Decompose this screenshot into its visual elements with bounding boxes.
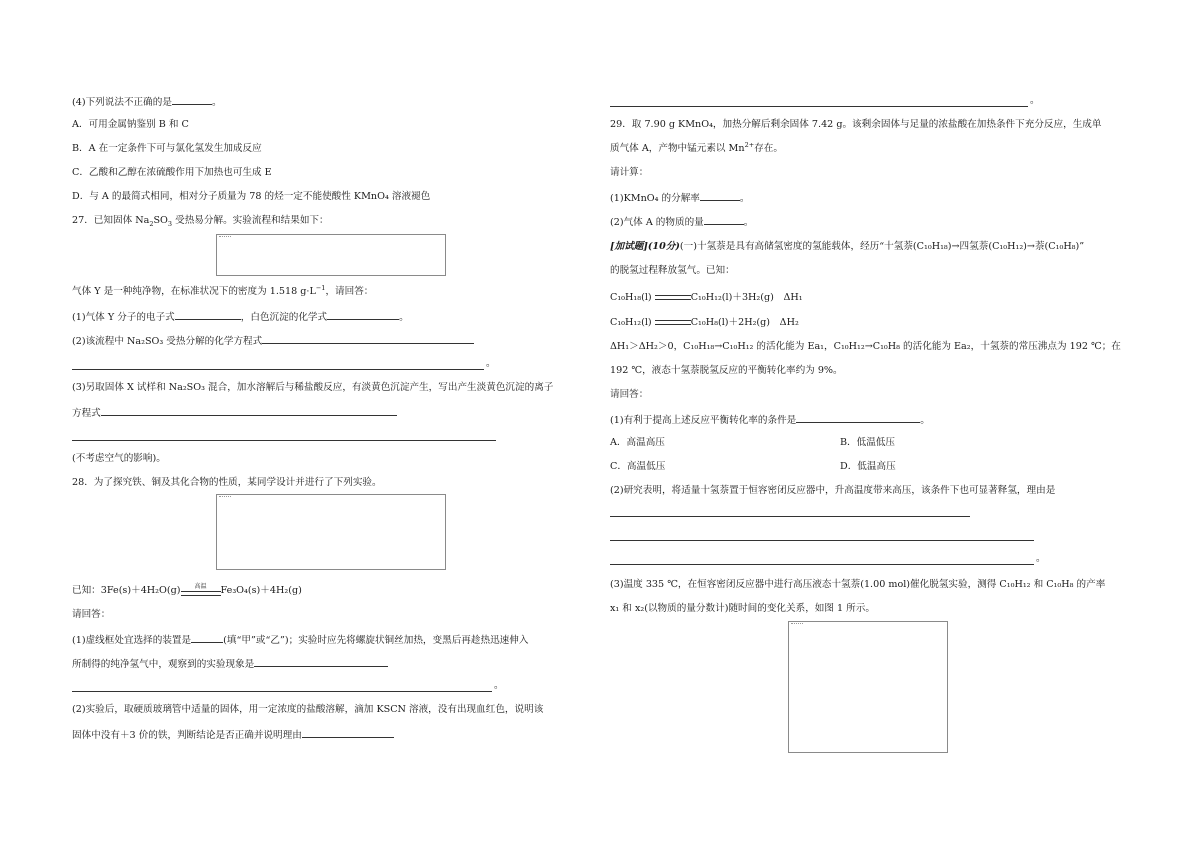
q28-2-cont: 固体中没有＋3 价的铁，判断结论是否正确并说明理由 [72,727,394,743]
q30-option-d: D．低温高压 [840,461,896,472]
q27-flow-figure [216,234,446,276]
q28-1: (1)虚线框处宜选择的装置是 (填“甲”或“乙”)；实验时应先将螺旋状铜丝加热，变黑后再趁热迅速伸入 [72,632,528,648]
q27-3-cont: 方程式 [72,405,397,421]
q27-title: 27．已知固体 $Na_2SO_3$ 受热易分解。实验流程和结果如下： [72,215,329,228]
q29-cont: 质气体 A，产物中锰元素以 $Mn^{2+}$存在。 [610,140,783,154]
q28-answer-label: 请回答： [72,609,111,620]
q26-option-c: C．乙酸和乙醇在浓硫酸作用下加热也可生成 E [72,167,272,178]
q30-1: (1)有利于提高上述反应平衡转化率的条件是 。 [610,412,930,428]
right-column: 。 29．取 7.90 g KMnO₄，加热分解后剩余固体 7.42 g。该剩余固体与足量的浓盐酸在加热条件下充分反应，生成单 质气体 A，产物中锰元素以 $Mn^{2+}$存在。 请计算： (1)KMnO₄ 的分解率 。 (2)气体 A 的物质的量 。 [加试题](10分)(一)十氢萘是具有高储氢密度的氢能载体，经历“十氢萘(C₁₀H₁₈)→四氢萘(C₁₀H₁₂)→萘(C₁₀H₈)” 的脱氢过程释放氢气。已知： C₁₀H₁₈(l) C₁₀H₁₂(l)＋3H₂(g) ΔH₁ C₁₀H₁₂(l) C₁₀H₈(l)＋2H₂(g) ΔH₂ ΔH₁＞ΔH₂＞0，C₁₀H₁₈→C₁₀H₁₂ 的活化能为 Ea₁，C₁₀H₁₂→C₁₀H₈ 的活化能为 Ea₂，十氢萘的常压沸点为 192 ℃；在 192 ℃，液态十氢萘脱氢反应的平衡转化率约为 9%。 请回答： (1)有利于提高上述反应平衡转化率的条件是 。 A．高温高压 B．低温低压 C．高温低压 D．低温高压 (2)研究表明，将适量十氢萘置于恒容密闭反应器中，升高温度带来高压，该条件下也可显著释氢，理由是 。 (3)温度 335 ℃，在恒容密闭反应器中进行高压液态十氢萘(1.00 mol)催化脱氢实验，测得 C₁₀H₁₂ 和 C₁₀H₈ 的产率 x₁ 和 x₂(以物质的量分数计)随时间的变化关系，如图 1 所示。 [610,0,1150,849]
answer-line [72,691,492,692]
left-column: (4)下列说法不正确的是 。 A．可用金属钠鉴别 B 和 C B．A 在一定条件下可与氯化氢发生加成反应 C．乙酸和乙醇在浓硫酸作用下加热也可生成 E D．与 A 的最简式相同，相对分子质量为 78 的烃一定不能使酸性 KMnO₄ 溶液褪色 27．已知固体 $Na_2SO_3$ 受热易分解。实验流程和结果如下： 气体 Y 是一种纯净物，在标准状况下的密度为 1.518 $g\cdot L^{-1}$，请回答： (1)气体 Y 分子的电子式 ，白色沉淀的化学式 。 (2)该流程中 Na₂SO₃ 受热分解的化学方程式 。 (3)另取固体 X 试样和 Na₂SO₃ 混合，加水溶解后与稀盐酸反应，有淡黄色沉淀产生，写出产生淡黄色沉淀的离子 方程式 (不考虑空气的影响)。 28．为了探究铁、铜及其化合物的性质，某同学设计并进行了下列实验。 已知：3Fe(s)＋4H₂O(g) 高温 Fe₃O₄(s)＋4H₂(g) 请回答： (1)虚线框处宜选择的装置是 (填“甲”或“乙”)；实验时应先将螺旋状铜丝加热，变黑后再趁热迅速伸入 所制得的纯净氢气中，观察到的实验现象是 。 (2)实验后，取硬质玻璃管中适量的固体，用一定浓度的盐酸溶解，滴加 KSCN 溶液，没有出现血红色，说明该 固体中没有＋3 价的铁，判断结论是否正确并说明理由 [72,0,612,849]
q26-option-d: D．与 A 的最简式相同，相对分子质量为 78 的烃一定不能使酸性 KMnO₄ 溶液褪色 [72,191,431,202]
q26-4: (4)下列说法不正确的是 。 [72,94,222,110]
q27-note: (不考虑空气的影响)。 [72,453,166,464]
answer-line [610,540,1034,541]
answer-line [610,106,1028,107]
q30-conditions: ΔH₁＞ΔH₂＞0，C₁₀H₁₈→C₁₀H₁₂ 的活化能为 Ea₁，C₁₀H₁₂→C₁₀H₈ 的活化能为 Ea₂，十氢萘的常压沸点为 192 ℃；在 [610,341,1121,352]
q30-conditions-cont: 192 ℃，液态十氢萘脱氢反应的平衡转化率约为 9%。 [610,365,843,376]
q29-calc-label: 请计算： [610,167,649,178]
q26-option-b: B．A 在一定条件下可与氯化氢发生加成反应 [72,143,262,154]
answer-line [72,369,484,370]
figure-1-graph [788,621,948,753]
q28-title: 28．为了探究铁、铜及其化合物的性质，某同学设计并进行了下列实验。 [72,477,382,488]
answer-line [610,516,970,517]
q28-1-cont: 所制得的纯净氢气中，观察到的实验现象是 [72,656,388,672]
q30-equation-1: C₁₀H₁₈(l) C₁₀H₁₂(l)＋3H₂(g) ΔH₁ [610,292,803,303]
q30-option-c: C．高温低压 [610,461,666,472]
q27-1: (1)气体 Y 分子的电子式 ，白色沉淀的化学式 。 [72,309,409,325]
answer-line [72,440,496,441]
q26-option-a: A．可用金属钠鉴别 B 和 C [72,119,189,130]
q29-2: (2)气体 A 的物质的量 。 [610,214,753,230]
q28-apparatus-figure [216,494,446,570]
q29: 29．取 7.90 g KMnO₄，加热分解后剩余固体 7.42 g。该剩余固体与足量的浓盐酸在加热条件下充分反应，生成单 [610,119,1102,130]
q28-known: 已知：3Fe(s)＋4H₂O(g) 高温 Fe₃O₄(s)＋4H₂(g) [72,582,302,596]
q28-2: (2)实验后，取硬质玻璃管中适量的固体，用一定浓度的盐酸溶解，滴加 KSCN 溶液，没有出现血红色，说明该 [72,704,544,715]
q27-2: (2)该流程中 Na₂SO₃ 受热分解的化学方程式 [72,333,474,349]
q30-3-cont: x₁ 和 x₂(以物质的量分数计)随时间的变化关系，如图 1 所示。 [610,603,875,614]
q30-3: (3)温度 335 ℃，在恒容密闭反应器中进行高压液态十氢萘(1.00 mol)催化脱氢实验，测得 C₁₀H₁₂ 和 C₁₀H₈ 的产率 [610,579,1106,590]
answer-line [610,564,1034,565]
q30-cont: 的脱氢过程释放氢气。已知： [610,265,735,276]
q30: [加试题](10分)(一)十氢萘是具有高储氢密度的氢能载体，经历“十氢萘(C₁₀H₁₈)→四氢萘(C₁₀H₁₂)→萘(C₁₀H₈)” [610,241,1085,252]
q27-3: (3)另取固体 X 试样和 Na₂SO₃ 混合，加水溶解后与稀盐酸反应，有淡黄色沉淀产生，写出产生淡黄色沉淀的离子 [72,382,554,393]
q27-gas-y: 气体 Y 是一种纯净物，在标准状况下的密度为 1.518 $g\cdot L^{-1}$，请回答： [72,283,374,297]
q30-answer-label: 请回答： [610,389,649,400]
q29-1: (1)KMnO₄ 的分解率 。 [610,190,750,206]
q30-2: (2)研究表明，将适量十氢萘置于恒容密闭反应器中，升高温度带来高压，该条件下也可显著释氢，理由是 [610,485,1056,496]
q30-option-b: B．低温低压 [840,437,896,448]
q30-option-a: A．高温高压 [610,437,665,448]
q30-equation-2: C₁₀H₁₂(l) C₁₀H₈(l)＋2H₂(g) ΔH₂ [610,317,799,328]
